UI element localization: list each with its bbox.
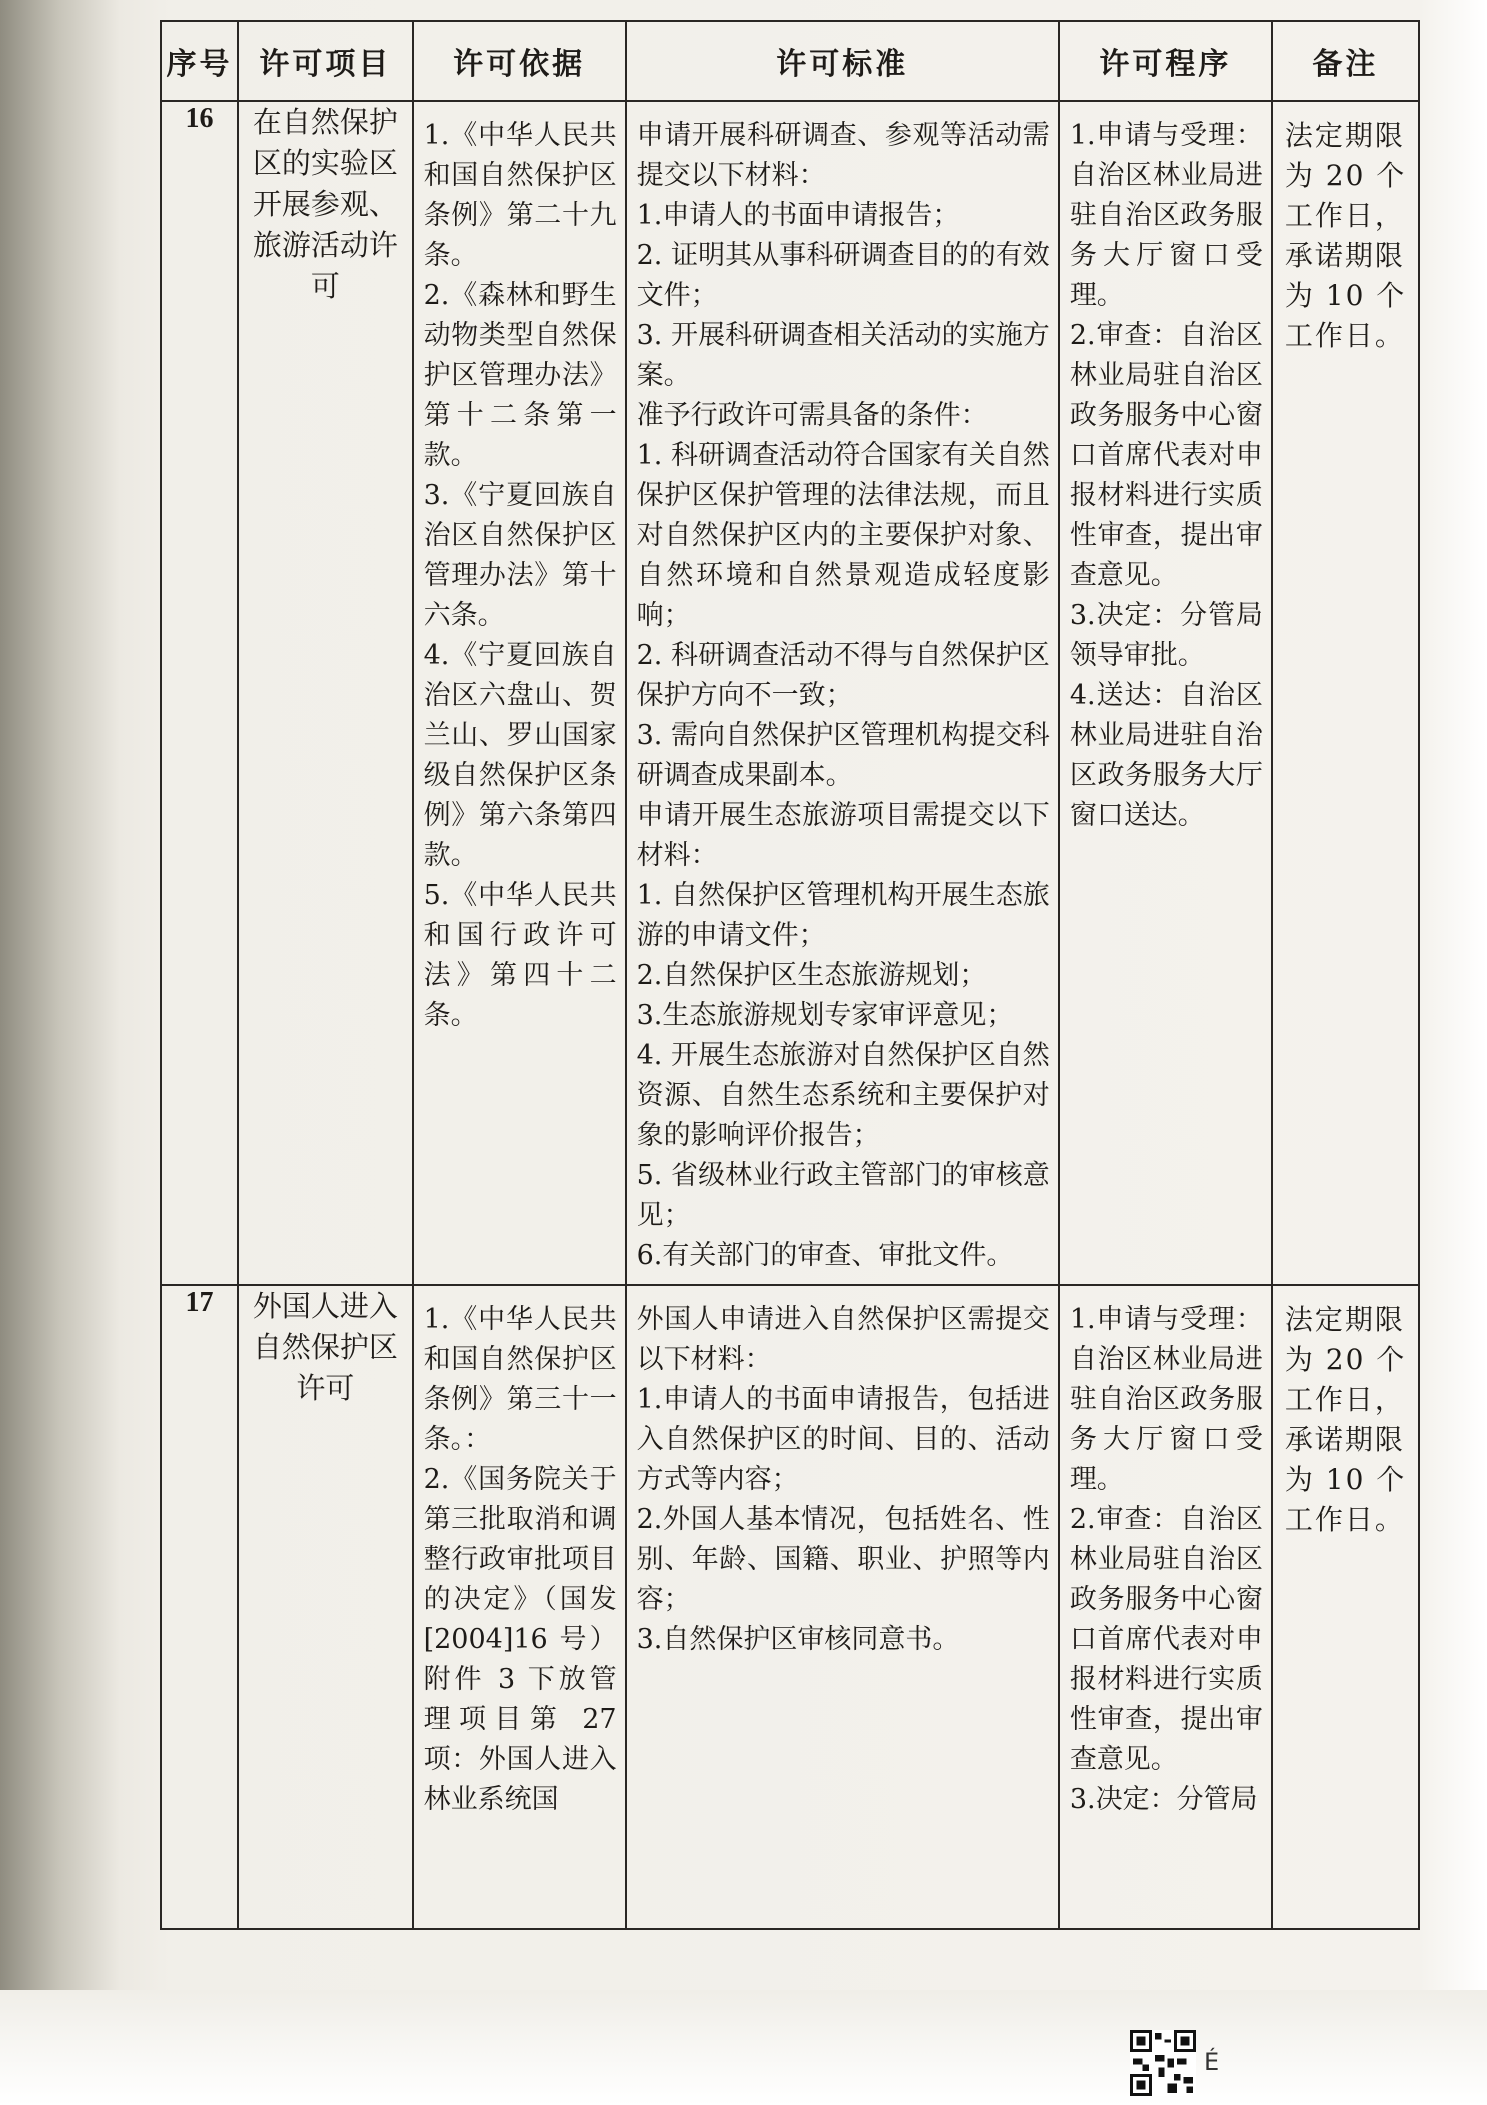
permit-note: 法定期限为 20 个工作日，承诺期限为 10 个工作日。 (1272, 1285, 1419, 1929)
permit-item-name: 外国人进入自然保护区许可 (238, 1285, 412, 1929)
standard-line: 3.自然保护区审核同意书。 (636, 1624, 960, 1655)
standard-line: 6.有关部门的审查、审批文件。 (636, 1240, 1014, 1271)
page-mark: É (1204, 2048, 1220, 2076)
header-cell-procedure: 许可程序 (1059, 21, 1272, 101)
procedure-step: 4.送达：自治区林业局进驻自治区政务服务大厅窗口送达。 (1069, 680, 1263, 831)
header-cell-standard: 许可标准 (626, 21, 1059, 101)
procedure-step: 2.审查：自治区林业局驻自治区政务服务中心窗口首席代表对申报材料进行实质性审查，提出审查意见。 (1069, 1504, 1263, 1775)
table-row (161, 101, 1419, 1285)
standard-line: 申请开展科研调查、参观等活动需提交以下材料： (636, 120, 1050, 191)
page-bottom-margin (0, 1990, 1487, 2105)
procedure-step: 3.决定：分管局领导审批。 (1069, 600, 1263, 671)
table-row (161, 1285, 1419, 1929)
procedure-step: 2.审查：自治区林业局驻自治区政务服务中心窗口首席代表对申报材料进行实质性审查，提出审查意见。 (1069, 320, 1263, 591)
standard-line: 5. 省级林业行政主管部门的审核意见； (636, 1160, 1050, 1231)
standard-line: 4. 开展生态旅游对自然保护区自然资源、自然生态系统和主要保护对象的影响评价报告； (636, 1040, 1050, 1151)
permit-table (160, 20, 1420, 1930)
header-cell-item: 许可项目 (238, 21, 412, 101)
standard-line: 申请开展生态旅游项目需提交以下材料： (636, 800, 1050, 871)
permit-item-name: 在自然保护区的实验区开展参观、旅游活动许可 (238, 101, 412, 1285)
permit-basis-cell (413, 1285, 626, 1929)
header-cell-note: 备注 (1272, 21, 1419, 101)
procedure-step: 1.申请与受理：自治区林业局进驻自治区政务服务大厅窗口受理。 (1069, 1304, 1263, 1495)
basis-clause: 1.《中华人民共和国自然保护区条例》第三十一条。： (423, 1304, 617, 1455)
qr-code-icon (1130, 2030, 1196, 2096)
standard-line: 2.外国人基本情况，包括姓名、性别、年龄、国籍、职业、护照等内容； (636, 1504, 1050, 1615)
permit-procedure-cell (1059, 101, 1272, 1285)
header-cell-basis: 许可依据 (413, 21, 626, 101)
basis-clause: 1.《中华人民共和国自然保护区条例》第二十九条。 (423, 120, 617, 271)
permit-standard-cell (626, 1285, 1059, 1929)
procedure-step: 1.申请与受理：自治区林业局进驻自治区政务服务大厅窗口受理。 (1069, 120, 1263, 311)
permit-basis-cell (413, 101, 626, 1285)
standard-line: 1.申请人的书面申请报告，包括进入自然保护区的时间、目的、活动方式等内容； (636, 1384, 1050, 1495)
standard-line: 2. 科研调查活动不得与自然保护区保护方向不一致； (636, 640, 1050, 711)
table-header-row (161, 21, 1419, 101)
standard-line: 1. 科研调查活动符合国家有关自然保护区保护管理的法律法规，而且对自然保护区内的主要保护对象、自然环境和自然景观造成轻度影响； (636, 440, 1050, 631)
standard-line: 3. 开展科研调查相关活动的实施方案。 (636, 320, 1050, 391)
basis-clause: 3.《宁夏回族自治区自然保护区管理办法》第十六条。 (423, 480, 617, 631)
procedure-step: 3.决定：分管局 (1069, 1784, 1258, 1815)
row-number: 17 (161, 1285, 238, 1929)
standard-line: 2. 证明其从事科研调查目的的有效文件； (636, 240, 1050, 311)
standard-line: 准予行政许可需具备的条件： (636, 400, 988, 431)
header-cell-no: 序号 (161, 21, 238, 101)
basis-clause: 5.《中华人民共和国行政许可法》第四十二条。 (423, 880, 617, 1031)
standard-line: 外国人申请进入自然保护区需提交以下材料： (636, 1304, 1050, 1375)
row-number: 16 (161, 101, 238, 1285)
permit-note: 法定期限为 20 个工作日，承诺期限为 10 个工作日。 (1272, 101, 1419, 1285)
standard-line: 3. 需向自然保护区管理机构提交科研调查成果副本。 (636, 720, 1050, 791)
standard-line: 3.生态旅游规划专家审评意见； (636, 1000, 1014, 1031)
standard-line: 1.申请人的书面申请报告； (636, 200, 960, 231)
basis-clause: 4.《宁夏回族自治区六盘山、贺兰山、罗山国家级自然保护区条例》第六条第四款。 (423, 640, 617, 871)
basis-clause: 2.《森林和野生动物类型自然保护区管理办法》第十二条第一款。 (423, 280, 617, 471)
standard-line: 1. 自然保护区管理机构开展生态旅游的申请文件； (636, 880, 1050, 951)
permit-standard-cell (626, 101, 1059, 1285)
permit-procedure-cell (1059, 1285, 1272, 1929)
standard-line: 2.自然保护区生态旅游规划； (636, 960, 987, 991)
basis-clause: 2.《国务院关于第三批取消和调整行政审批项目的决定》（国发[2004]16 号）附件 3 下放管理项目第 27 项：外国人进入林业系统国 (423, 1464, 617, 1815)
